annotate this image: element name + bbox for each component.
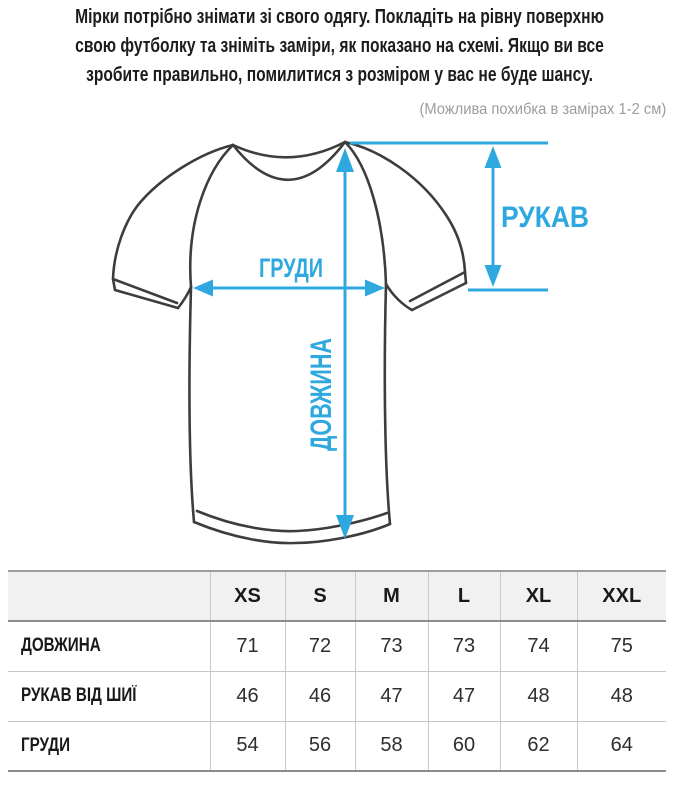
row-label-length [8,621,210,671]
collar-back-line [233,142,345,157]
tshirt-measurement-diagram [0,130,679,565]
tolerance-note: (Можлива похибка в замірах 1-2 см) [419,101,666,118]
cell-value: 72 [285,621,355,671]
left-raglan-seam [190,145,233,287]
right-raglan-seam [345,142,386,284]
table-row [8,671,666,721]
intro-paragraph [0,3,679,90]
size-column-header: L [428,571,500,621]
cell-value: 46 [210,671,285,721]
body-right-edge [385,284,390,524]
right-sleeve-outer-edge [345,142,466,283]
size-column-header: XXL [577,571,666,621]
table-row [8,621,666,671]
intro-line: Мірки потрібно знімати зі свого одягу. Покладіть на рівну поверхню [75,6,604,28]
chest-arrowhead-left [193,280,213,297]
row-label-chest [8,721,210,771]
cell-value: 47 [428,671,500,721]
sleeve-arrowhead-bottom [485,265,502,287]
cell-value: 58 [355,721,428,771]
table-corner-cell [8,571,210,621]
row-label-sleeve-from-neck [8,671,210,721]
cell-value: 73 [428,621,500,671]
intro-line: свою футболку та зніміть заміри, як показано на схемі. Якщо ви все [75,35,604,57]
cell-value: 48 [577,671,666,721]
row-label-text: ДОВЖИНА [21,635,101,657]
hem-bottom-edge [194,522,390,543]
cell-value: 48 [500,671,577,721]
cell-value: 64 [577,721,666,771]
cell-value: 75 [577,621,666,671]
cell-value: 46 [285,671,355,721]
row-label-text: ГРУДИ [21,734,70,756]
size-table [8,570,666,772]
cell-value: 60 [428,721,500,771]
cell-value: 54 [210,721,285,771]
cell-value: 74 [500,621,577,671]
intro-line: зробите правильно, помилитися з розміром у вас не буде шансу. [86,64,593,86]
size-column-header: S [285,571,355,621]
cell-value: 56 [285,721,355,771]
body-left-edge [189,287,194,522]
cell-value: 47 [355,671,428,721]
left-sleeve-inner-edge [178,287,191,308]
row-label-text: РУКАВ ВІД ШИЇ [21,685,137,706]
size-table-header-row [8,571,666,621]
cell-value: 73 [355,621,428,671]
table-row [8,721,666,771]
chest-label: ГРУДИ [259,253,323,283]
tshirt-outline [113,142,466,543]
hem-band-seam [197,511,387,531]
measurement-arrows [193,143,548,539]
chest-arrowhead-right [365,280,385,297]
right-sleeve-inner-edge [386,284,412,310]
collar-front-line [233,142,345,180]
length-label: ДОВЖИНА [305,293,338,451]
sleeve-arrowhead-top [485,146,502,168]
size-column-header: XL [500,571,577,621]
sleeve-label: РУКАВ [501,201,589,234]
size-column-header: XS [210,571,285,621]
size-column-header: M [355,571,428,621]
cell-value: 71 [210,621,285,671]
cell-value: 62 [500,721,577,771]
